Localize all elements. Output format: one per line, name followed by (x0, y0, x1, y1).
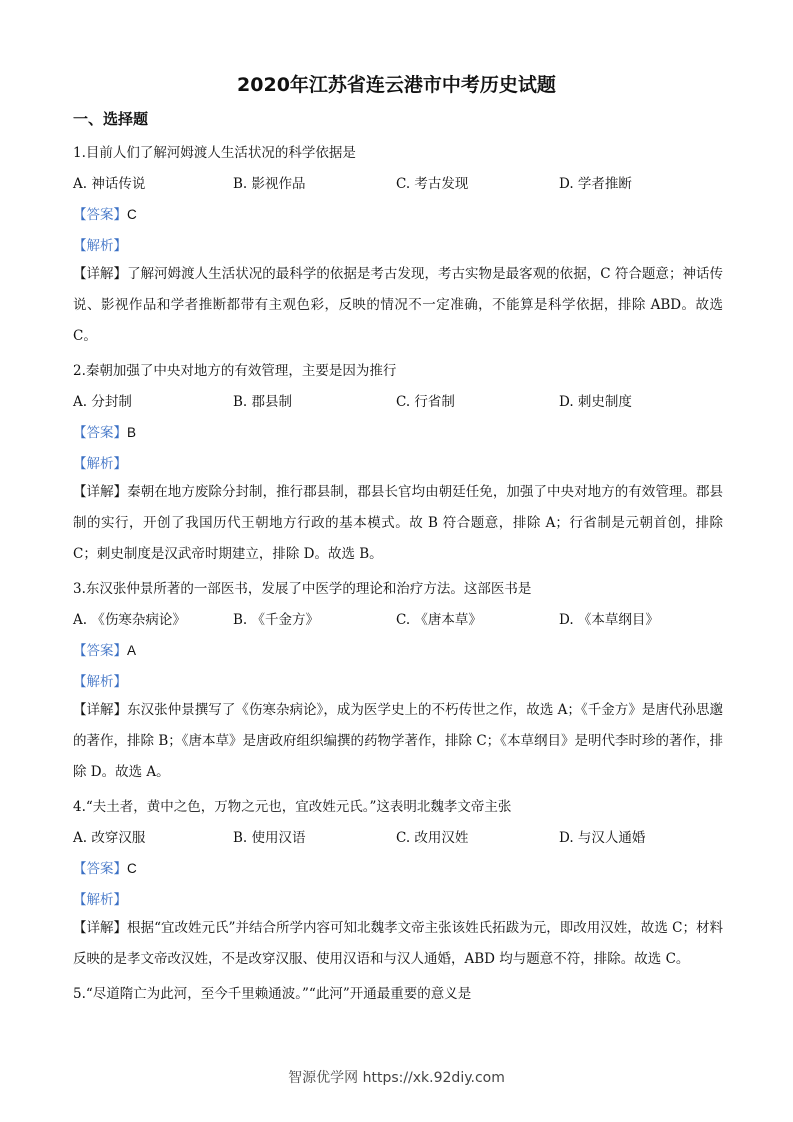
question-1-detail (73, 259, 723, 352)
question-3-stem: 3.东汉张仲景所著的一部医书，发展了中医学的理论和治疗方法。这部医书是 (73, 581, 532, 597)
analysis-label: 【解析】 (73, 238, 127, 254)
option-b: B. 郡县制 (233, 394, 293, 410)
option-b: B. 影视作品 (233, 176, 306, 192)
detail-text: 秦朝在地方废除分封制，推行郡县制，郡县长官均由朝廷任免，加强了中央对地方的有效管理。郡县制的实行，开创了我国历代王朝地方行政的基本模式。故 B 符合题意，排除 A；行省制是元朝首创，排除 C；刺史制度是汉武帝时期建立，排除 D。故选 B。 (73, 484, 724, 562)
option-d: D. 与汉人通婚 (559, 830, 646, 846)
question-4-stem: 4.“夫土者，黄中之色，万物之元也，宜改姓元氏。”这表明北魏孝文帝主张 (73, 799, 512, 815)
answer-label: 【答案】 (73, 207, 127, 223)
option-b: B. 使用汉语 (233, 830, 306, 846)
question-2-detail (73, 477, 723, 570)
question-4-analysis-label (73, 888, 127, 908)
question-3-analysis-label (73, 670, 127, 690)
detail-label: 【详解】 (73, 266, 128, 282)
question-4-detail (73, 913, 723, 975)
option-a: A. 《伤寒杂病论》 (73, 612, 186, 628)
option-d: D. 学者推断 (559, 176, 632, 192)
page-title: 2020年江苏省连云港市中考历史试题 (237, 74, 556, 96)
question-4-answer (73, 857, 137, 877)
section-heading: 一、选择题 (73, 110, 149, 128)
question-1-answer (73, 203, 137, 223)
footer-watermark: 智源优学网 https://xk.92diy.com (288, 1070, 505, 1086)
answer-value: C (127, 207, 137, 222)
option-a: A. 神话传说 (73, 176, 146, 192)
question-1-stem: 1.目前人们了解河姆渡人生活状况的科学依据是 (73, 145, 356, 161)
answer-value: B (127, 425, 137, 440)
question-2-answer (73, 421, 136, 441)
question-2-analysis-label (73, 452, 127, 472)
question-1-analysis-label (73, 234, 127, 254)
option-b: B. 《千金方》 (233, 612, 320, 628)
option-c: C. 考古发现 (396, 176, 469, 192)
question-3-answer (73, 639, 136, 659)
option-d: D. 《本草纲目》 (559, 612, 659, 628)
answer-value: C (127, 861, 137, 876)
question-5-stem: 5.“尽道隋亡为此河，至今千里赖通波。”“此河”开通最重要的意义是 (73, 986, 472, 1002)
detail-label: 【详解】 (73, 702, 128, 718)
analysis-label: 【解析】 (73, 674, 127, 690)
question-2-stem: 2.秦朝加强了中央对地方的有效管理，主要是因为推行 (73, 363, 397, 379)
detail-text: 了解河姆渡人生活状况的最科学的依据是考古发现，考古实物是最客观的依据，C 符合题意；神话传说、影视作品和学者推断都带有主观色彩，反映的情况不一定准确，不能算是科学依据，排除 ABD。故选 C。 (73, 266, 723, 344)
detail-text: 东汉张仲景撰写了《伤寒杂病论》，成为医学史上的不朽传世之作，故选 A；《千金方》是唐代孙思邈的著作，排除 B；《唐本草》是唐政府组织编撰的药物学著作，排除 C；《本草纲目》是明代李时珍的著作，排除 D。故选 A。 (73, 702, 723, 780)
detail-label: 【详解】 (73, 920, 128, 936)
option-c: C. 《唐本草》 (396, 612, 482, 628)
analysis-label: 【解析】 (73, 892, 127, 908)
detail-text: 根据“宜改姓元氏”并结合所学内容可知北魏孝文帝主张该姓氏拓跋为元，即改用汉姓，故选 C；材料反映的是孝文帝改汉姓，不是改穿汉服、使用汉语和与汉人通婚，ABD 均与题意不符，排除。故选 C。 (73, 920, 723, 967)
answer-label: 【答案】 (73, 643, 127, 659)
answer-label: 【答案】 (73, 861, 127, 877)
analysis-label: 【解析】 (73, 456, 127, 472)
answer-value: A (127, 643, 137, 658)
option-a: A. 分封制 (73, 394, 132, 410)
option-d: D. 刺史制度 (559, 394, 632, 410)
option-c: C. 行省制 (396, 394, 455, 410)
detail-label: 【详解】 (73, 484, 128, 500)
option-c: C. 改用汉姓 (396, 830, 469, 846)
answer-label: 【答案】 (73, 425, 127, 441)
question-3-detail (73, 695, 723, 788)
option-a: A. 改穿汉服 (73, 830, 146, 846)
